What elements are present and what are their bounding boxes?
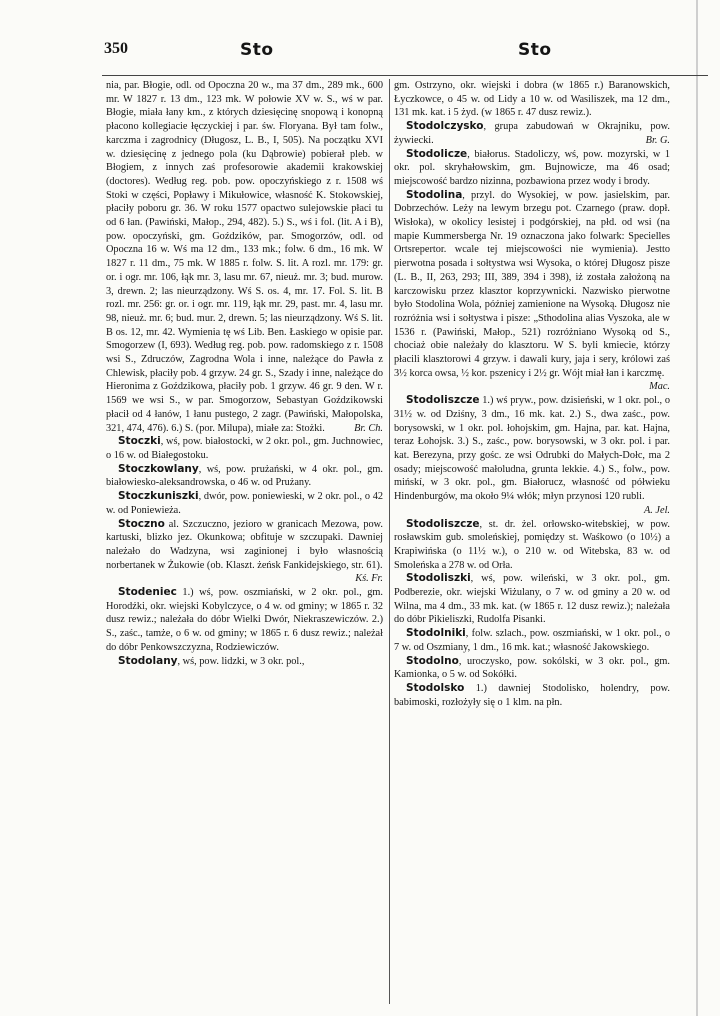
dictionary-entry xyxy=(394,627,670,654)
entry-headword: Stoczno xyxy=(118,517,165,530)
header-rule xyxy=(102,75,708,76)
entry-headword: Stodolany xyxy=(118,654,178,667)
running-head-left: Sto xyxy=(240,40,274,60)
dictionary-entry xyxy=(106,490,383,517)
dictionary-entry xyxy=(394,120,670,147)
dictionary-entry xyxy=(106,518,383,587)
page-number: 350 xyxy=(104,40,128,57)
entry-text: , przyl. do Wysokiej, w pow. jasielskim, par. Dobrzechów. Leży na lewym brzegu pot. Czarnego (praw. dopł. Wisłoka), w okolicy lesistej i podgórskiej, na płd. od wsi (na mapie Kummersberga Nr. 19 oznaczona jako folwark: Specielles Ortsrepertor. wcale tej miejscowości nie wymienia). Jestto pierwotna posada i sołtystwa wsi Wysoka, o której Długosz pisze (L. B., II, 263, 293; III, 389, 394 i 398), iż została założoną na karczowisku przez klasztor koprzywnicki. Nazwisko pierwotne było Stodolina Wola, później zamienione na Wysoką. Długosz nie rozróżnia wsi i sołtystwa i pisze: „Sthodolina alias Vyszoka, ale w 1536 r. (Pawiński, Małop., 521) rozróżniano Wysoką od S., chociaż obie należały do klasztoru. W S. byli kmiecie, którzy płacili klasztorowi 4 grzyw. i dawali kury, jaja i sery, królowi zaś 3½ korca owsa, ½ kor. pszenicy i 2½ gr. Wójt miał łan i karczmę. xyxy=(394,189,670,379)
dictionary-entry xyxy=(394,394,670,517)
scan-edge-shadow xyxy=(696,0,698,1016)
entry-text: 1.) wś, pow. oszmiański, w 2 okr. pol., gm. Horodźki, okr. wiejski Kobylczyce, o 4 w. od gminy; w 1865 r. 32 dusz rewiz.; należała do dóbr Wielki Dwór, Niekraszewiczów. 2.) S., zaśc., tamże, o 6 w. od gminy; w 1865 r. 6 dusz rewiz.; należał do dóbr Penkowszczyzna, Rodziewiczów. xyxy=(106,587,383,653)
entry-text: , wś, pow. białostocki, w 2 okr. pol., gm. Juchnowiec, o 16 w. od Białegostoku. xyxy=(106,436,383,461)
dictionary-entry xyxy=(106,655,383,669)
entry-text: , uroczysko, pow. sokólski, w 3 okr. pol., gm. Kamionka, o 5 w. od Sokółki. xyxy=(394,655,670,681)
entry-text: gm. Ostrzyno, okr. wiejski i dobra (w 1865 r.) Baranowskich, Łyczkowce, o 45 w. od Lidy a 10 w. od Wasiliszek, ma 12 dm., 131 mk. kat. i 5 żyd. (w 1865 r. 47 dusz rewiz.). xyxy=(394,80,670,119)
entry-text: , grupa zabudowań w Okrajniku, pow. żywiecki. xyxy=(394,121,670,146)
dictionary-entry xyxy=(106,463,383,490)
left-column xyxy=(106,79,383,668)
author-signature: Br. Ch. xyxy=(354,422,383,434)
running-head-right: Sto xyxy=(518,40,552,60)
entry-text: , folw. szlach., pow. oszmiański, w 1 okr. pol., o 7 w. od Oszmiany, 1 dm., 16 mk. kat.; własność Jakowskiego. xyxy=(394,628,670,653)
dictionary-entry xyxy=(394,148,670,189)
dictionary-entry xyxy=(394,79,670,120)
entry-headword: Stodolicze xyxy=(406,147,468,160)
entry-headword: Stodolno xyxy=(406,654,459,667)
dictionary-entry xyxy=(106,435,383,462)
entry-headword: Stodeniec xyxy=(118,586,177,599)
entry-text: , wś, pow. wileński, w 3 okr. pol., gm. Podberezie, okr. wiejski Wiżulany, o 7 w. od gminy a 20 w. od Wilna, ma 4 dm., 33 mk. kat. (w 1865 r. 12 dusz rewiz.); należała do dóbr Pikieliszki, Rudolfa Pisanki. xyxy=(394,573,670,626)
entry-text: 1.) dawniej Stodolisko, holendry, pow. babimoski, rozłożyły się o 1 klm. na płn. xyxy=(394,682,670,708)
dictionary-entry xyxy=(106,79,383,435)
entry-text: , białorus. Stadoliczy, wś, pow. mozyrski, w 1 okr. pol. skryhałowskim, gm. Bujnowicze, ma 46 osad; miejscowość bardzo nizinna, pozbawiona przez wody i brody. xyxy=(394,148,670,187)
entry-headword: Stodoliszki xyxy=(406,572,471,585)
entry-headword: Stoczki xyxy=(118,435,161,448)
entry-text: , wś, pow. prużański, w 4 okr. pol., gm. białowiesko-aleksandrowska, o 46 w. od Prużany. xyxy=(106,463,383,489)
dictionary-entry xyxy=(394,682,670,709)
entry-headword: Stodolsko xyxy=(406,681,465,694)
entry-text: nia, par. Błogie, odl. od Opoczna 20 w., ma 37 dm., 289 mk., 600 mr. W 1827 r. 13 dm., 123 mk. W połowie XV w. S., wś w par. Błogie, miała łany km., z których dziesięcinę snopową i konopną płacono kollegiacie łęczyckiej i par. św. Floryana. Był tam folw., karczma i zagrodnicy (Długosz, L. B., I, 505). Na początku XVI w. dziesięcinę z jednego pola (ku Dąbrowie) pobierał pleb. w Błogiem, z innych zaś profesorowie akademii krakowskiej (doctores). Według reg. pob. pow. opoczyńskiego z r. 1508 wś Stoki w części, Popławy i Mikułowice, własność K. Stokowskiej, płaciły poboru gr. 36. W roku 1577 opactwo sulejowskie płaci tu od 6 łan. (Pawiński, Małop., 294, 482). 5.) S., wś i fol. (lit. A i B), pow. opoczyński, gm. Goździków, par. Smogorzów, odl. od Opoczna 16 w. Wś ma 12 dm., 133 mk.; folw. 6 dm., 16 mk. W 1827 r. 11 dm., 75 mk. W 1885 r. folw. S. lit. A rozl. mr. 179: gr. or. i ogr. mr. 106, łąk mr. 3, lasu mr. 67, nieuż. mr. 3; bud. murow. 3, drewn. 2; las nieurządzony. Wś S. os. 4, mr. 17. Fol. S. lit. B rozl. mr. 256: gr. or. i ogr. mr. 119, łąk mr. 29, past. mr. 4, lasu mr. 98, nieuż. mr. 6; bud. mur. 2, drewn. 5; las nieurządzony. Wś S. lit. B os. 12, mr. 42. Wymienia tę wś Lib. Ben. Łaskiego w opisie par. Smogorzew (I, 693). Według reg. pob. pow. radomskiego z r. 1508 wsi S., Zdruczów, Zagrodna Wola i inne, należące do Pawła z Chlewisk, płaciły pob. 4 grzyw. 24 gr. S., Szady i inne, należące do Hieronima z Goździkowa, płaciły pob. 1 grzyw. 46 gr. 9 den. W r. 1569 we wsi S., w par. Smogorzow, Sebastyan Goździkowski płacił od 4 łanów, 1 łanu pustego, 2 zagr. (Pawiński, Małopolska, 321, 474, 476). 6.) S. (por. Milupa), miałe za: Stożki. xyxy=(106,80,383,434)
entry-text: 1.) wś pryw., pow. dzisieński, w 1 okr. pol., o 31½ w. od Dziśny, 3 dm., 16 mk. kat. 2.) S., dwa zaśc., pow. borysowski, w 1 okr. pol. łohojskim, gm. Hajna, par. kat. Hajna, teraz Łohojsk. 3.) S., zaśc., pow. borysowski, w 3 okr. pol. i par. kat. Berezyna, przy gośc. ze wsi Odrubki do Małych-Dołc, ma 2 osady; miejscowość małoludna, grunta lekkie. 4.) S., folw., pow. mińskí, w 3 okr. pol., gm. Białorucz, własność od półwieku Hindenburgów, ma około 9¼ włók; młyn przynosi 120 rubli. xyxy=(394,395,670,503)
entry-headword: Stodolczysko xyxy=(406,120,484,133)
entry-text: , dwór, pow. poniewieski, w 2 okr. pol., o 42 w. od Poniewieża. xyxy=(106,491,383,516)
entry-headword: Stodoliszcze xyxy=(406,517,480,530)
entry-headword: Stoczkowlany xyxy=(118,462,199,475)
entry-headword: Stoczkuniszki xyxy=(118,490,199,503)
entry-headword: Stodoliszcze xyxy=(406,394,480,407)
dictionary-entry xyxy=(394,572,670,627)
dictionary-entry xyxy=(394,518,670,573)
entry-text: , st. dr. żel. orłowsko-witebskiej, w pow. rosławskim gub. smoleńskiej, pomiędzy st. Waśkowo (o 10½) a Krapiwińska (o 11½ w.), o 210 w. od Witebska, 83 w. od Smoleńska a 278 w. od Orła. xyxy=(394,518,670,571)
entry-headword: Stodolniki xyxy=(406,627,466,640)
dictionary-entry xyxy=(106,586,383,655)
author-signature: Kś. Fr. xyxy=(355,573,383,585)
dictionary-entry xyxy=(394,189,670,395)
right-column xyxy=(394,79,670,709)
entry-text: , wś, pow. lidzki, w 3 okr. pol., xyxy=(177,655,305,667)
author-signature: Mac. xyxy=(649,381,670,393)
author-signature: A. Jel. xyxy=(643,504,670,516)
entry-text: al. Szczuczno, jezioro w granicach Mezowa, pow. kartuski, blizko jez. Okunkowa; obfituje w szczupaki. Dawniej należało do Wadzyna, wsi zaginionej i było własnością norbertanek w Żukowie (ob. Klaszt. żeńsk Fankidejskiego, str. 61). xyxy=(106,518,383,571)
author-signature: Br. G. xyxy=(645,134,670,146)
entry-headword: Stodolina xyxy=(406,188,463,201)
column-divider xyxy=(389,79,390,1004)
dictionary-entry xyxy=(394,655,670,682)
